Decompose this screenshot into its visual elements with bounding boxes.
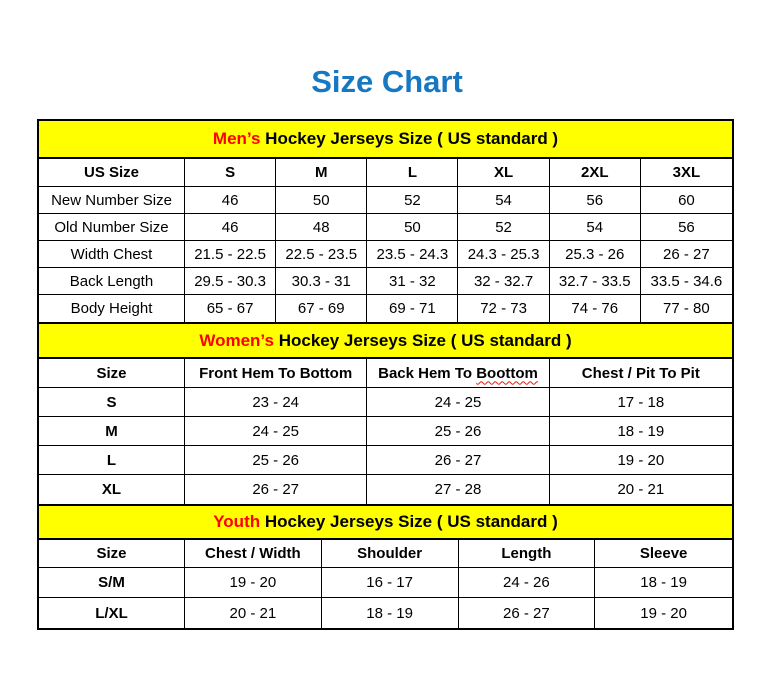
value-cell: 56 [550, 187, 641, 214]
column-header-cell: XL [458, 159, 549, 187]
value-cell: 25.3 - 26 [550, 241, 641, 268]
page-title: Size Chart [311, 64, 463, 99]
column-header-cell: Chest / Width [185, 540, 322, 568]
value-cell: 54 [550, 214, 641, 241]
value-cell: 17 - 18 [550, 388, 732, 417]
value-cell: 65 - 67 [185, 295, 276, 322]
column-header-text: Back Hem To Boottom [378, 364, 538, 382]
value-cell: 50 [367, 214, 458, 241]
row-label-cell: XL [39, 475, 185, 504]
value-cell: 26 - 27 [459, 598, 596, 628]
row-label-cell: Width Chest [39, 241, 185, 268]
value-cell: 24 - 25 [185, 417, 367, 446]
column-header-cell: Shoulder [322, 540, 459, 568]
banner-highlight: Women’s [199, 330, 274, 350]
value-cell: 52 [367, 187, 458, 214]
column-header-cell: M [276, 159, 367, 187]
banner-text: Hockey Jerseys Size ( US standard ) [273, 330, 572, 350]
value-cell: 19 - 20 [550, 446, 732, 475]
column-header-cell: 3XL [641, 159, 732, 187]
section-youth [39, 504, 732, 628]
value-cell: 52 [458, 214, 549, 241]
value-cell: 60 [641, 187, 732, 214]
value-cell: 18 - 19 [550, 417, 732, 446]
section-mens [39, 121, 732, 322]
column-header-cell: Front Hem To Bottom [185, 359, 367, 388]
value-cell: 77 - 80 [663, 300, 710, 317]
value-cell: 23.5 - 24.3 [367, 241, 458, 268]
column-header-cell: Size [39, 540, 185, 568]
column-header-cell [367, 359, 549, 388]
row-label-cell: New Number Size [39, 187, 185, 214]
value-cell: 27 - 28 [367, 475, 549, 504]
value-cell: 25 - 26 [367, 417, 549, 446]
banner-highlight: Youth [213, 512, 261, 531]
womens-section-banner [39, 322, 732, 359]
column-header-cell: Length [459, 540, 596, 568]
youth-section-banner [39, 504, 732, 540]
value-cell: 67 - 69 [276, 295, 367, 322]
column-header-cell: 2XL [550, 159, 641, 187]
value-cell: 69 - 71 [367, 295, 458, 322]
row-label-cell: L/XL [39, 598, 185, 628]
row-label-cell: Body Height [39, 295, 185, 322]
value-cell: 54 [458, 187, 549, 214]
column-header-cell: Sleeve [595, 540, 732, 568]
value-cell: 22.5 - 23.5 [276, 241, 367, 268]
value-cell: 26 - 27 [641, 241, 732, 268]
mens-section-banner [39, 121, 732, 159]
value-cell: 23 - 24 [185, 388, 367, 417]
youth-size-grid [39, 540, 732, 628]
banner-text: Hockey Jerseys Size ( US standard ) [260, 129, 559, 148]
value-cell: 19 - 20 [640, 604, 687, 622]
row-label-cell: S [39, 388, 185, 417]
value-cell: 32 - 32.7 [458, 268, 549, 295]
value-cell: 18 - 19 [595, 568, 732, 598]
misspelled-word: Boottom [476, 364, 538, 382]
value-cell: 30.3 - 31 [276, 268, 367, 295]
size-chart-table [37, 119, 734, 630]
value-cell: 29.5 - 30.3 [185, 268, 276, 295]
value-cell: 56 [641, 214, 732, 241]
value-cell: 19 - 20 [185, 568, 322, 598]
column-header-cell: Chest / Pit To Pit [550, 359, 732, 388]
row-label-cell: M [39, 417, 185, 446]
mens-size-grid [39, 159, 732, 322]
value-cell: 46 [185, 214, 276, 241]
value-cell: 48 [276, 214, 367, 241]
row-label-cell: S/M [39, 568, 185, 598]
banner-highlight: Men’s [212, 129, 261, 148]
column-header-cell: Size [39, 359, 185, 388]
value-cell: 24 - 25 [367, 388, 549, 417]
column-header-cell: US Size [39, 159, 185, 187]
value-cell: 26 - 27 [367, 446, 549, 475]
value-cell: 18 - 19 [322, 598, 459, 628]
row-label-cell: Old Number Size [39, 214, 185, 241]
value-cell: 24.3 - 25.3 [458, 241, 549, 268]
column-header-cell: L [367, 159, 458, 187]
banner-text: Hockey Jerseys Size ( US standard ) [260, 512, 558, 531]
value-cell: 32.7 - 33.5 [550, 268, 641, 295]
row-label-cell: Back Length [39, 268, 185, 295]
value-cell: 74 - 76 [550, 295, 641, 322]
value-cell: 26 - 27 [185, 475, 367, 504]
value-cell: 46 [185, 187, 276, 214]
value-cell: 33.5 - 34.6 [641, 268, 732, 295]
section-womens [39, 322, 732, 504]
value-cell: 50 [276, 187, 367, 214]
value-cell: 16 - 17 [322, 568, 459, 598]
value-cell: 25 - 26 [185, 446, 367, 475]
value-cell: 21.5 - 22.5 [185, 241, 276, 268]
value-cell: 20 - 21 [617, 481, 665, 498]
value-cell: 31 - 32 [367, 268, 458, 295]
value-cell: 20 - 21 [185, 598, 322, 628]
row-label-cell: L [39, 446, 185, 475]
value-cell: 72 - 73 [458, 295, 549, 322]
column-header-cell: S [185, 159, 276, 187]
womens-size-grid [39, 359, 732, 504]
value-cell: 24 - 26 [459, 568, 596, 598]
